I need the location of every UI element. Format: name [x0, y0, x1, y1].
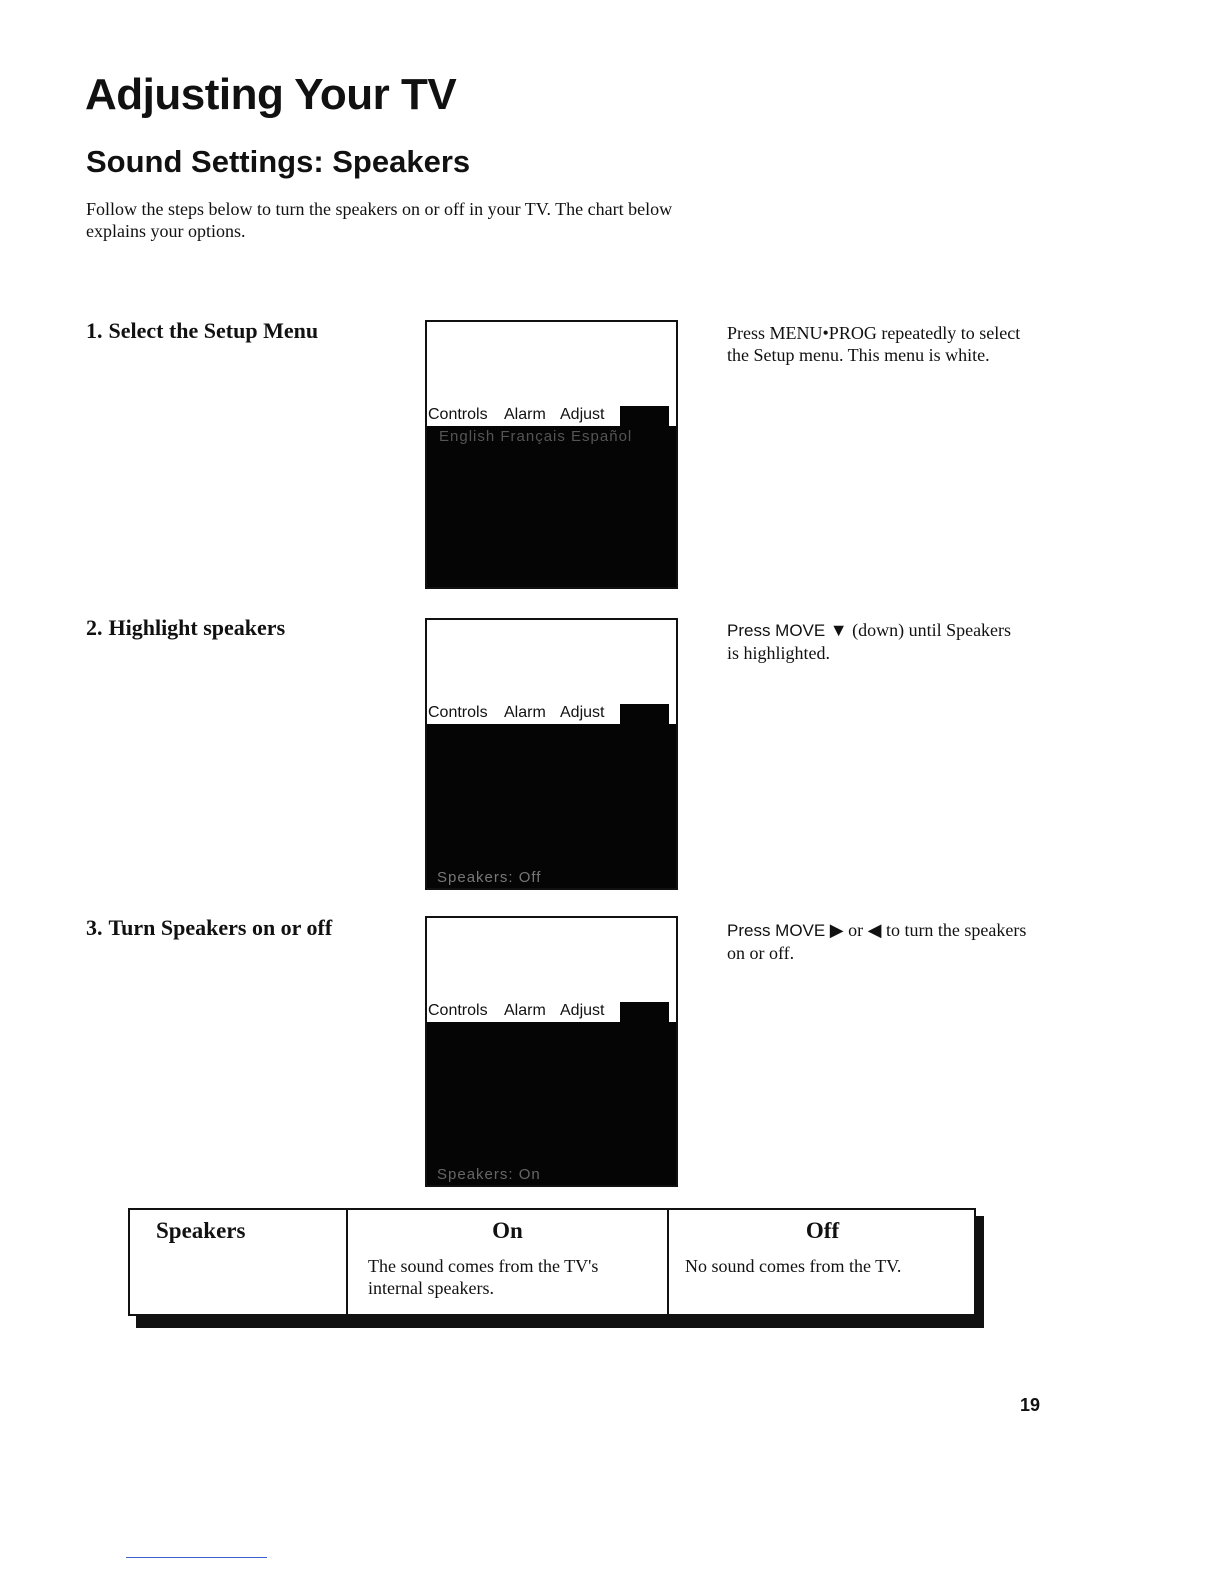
right-arrow-icon: ▶ [829, 920, 844, 940]
screen-menu-panel [427, 724, 676, 888]
down-arrow-icon: ▼ [829, 620, 848, 640]
menu-setup-tab [620, 1002, 669, 1024]
intro-text: Follow the steps below to turn the speakers on or off in your TV. The chart below explains your options. [86, 199, 673, 241]
table-shadow-bottom [136, 1316, 984, 1328]
step-2-number: 2. [86, 615, 103, 640]
table-row-label: Speakers [156, 1218, 246, 1243]
step-3-description [727, 919, 1027, 964]
step-1-title: Select the Setup Menu [108, 318, 319, 343]
step-2-heading [86, 615, 285, 641]
menu-controls: Controls [428, 704, 488, 721]
screen-menu-panel [427, 1022, 676, 1185]
menu-controls: Controls [428, 1002, 488, 1019]
step-3-heading [86, 915, 332, 941]
or-text: or [848, 920, 864, 940]
left-arrow-icon: ◀ [867, 920, 882, 940]
step-2-desc-rest: (down) until Speakers is highlighted. [727, 620, 1012, 663]
bottom-rule [126, 1557, 267, 1558]
section-title: Sound Settings: Speakers [86, 144, 471, 179]
step-3-title: Turn Speakers on or off [108, 915, 333, 940]
option-off-heading: Off [805, 1218, 840, 1243]
menu-adjust: Adjust [560, 406, 605, 423]
page-title: Adjusting Your TV [85, 70, 457, 119]
menu-controls: Controls [428, 406, 488, 423]
option-on-text: The sound comes from the TV's internal speakers. [368, 1256, 599, 1298]
step-1-tv-screen [425, 320, 678, 589]
step-2-title: Highlight speakers [108, 615, 286, 640]
step-3-number: 3. [86, 915, 103, 940]
step-1-number: 1. [86, 318, 103, 343]
option-off-text: No sound comes from the TV. [685, 1256, 902, 1276]
step-3-desc-rest: to turn the speakers on or off. [727, 920, 1027, 963]
step-2-tv-screen [425, 618, 678, 890]
menu-alarm: Alarm [504, 406, 546, 423]
menu-alarm: Alarm [504, 704, 546, 721]
screen-speakers-item: Speakers: Off [437, 869, 542, 886]
speakers-options-table [128, 1208, 976, 1316]
screen-menu-panel [427, 426, 676, 587]
screen-menu-bar [427, 404, 676, 426]
screen-language-options: English Français Español [439, 428, 633, 445]
menu-setup-tab [620, 704, 669, 726]
page-number: 19 [1020, 1395, 1041, 1415]
screen-menu-bar [427, 702, 676, 724]
menu-setup-tab [620, 406, 669, 428]
step-3-tv-screen [425, 916, 678, 1187]
screen-speakers-item: Speakers: On [437, 1166, 541, 1183]
menu-adjust: Adjust [560, 704, 605, 721]
step-1-description: Press MENU•PROG repeatedly to select the Setup menu. This menu is white. [727, 323, 1021, 365]
move-label: Press MOVE [727, 621, 826, 640]
screen-menu-bar [427, 1000, 676, 1022]
step-1-heading [86, 318, 318, 344]
menu-adjust: Adjust [560, 1002, 605, 1019]
step-2-description [727, 619, 1027, 664]
move-label: Press MOVE [727, 921, 826, 940]
table-shadow-right [976, 1216, 984, 1328]
menu-alarm: Alarm [504, 1002, 546, 1019]
option-on-heading: On [492, 1218, 523, 1243]
